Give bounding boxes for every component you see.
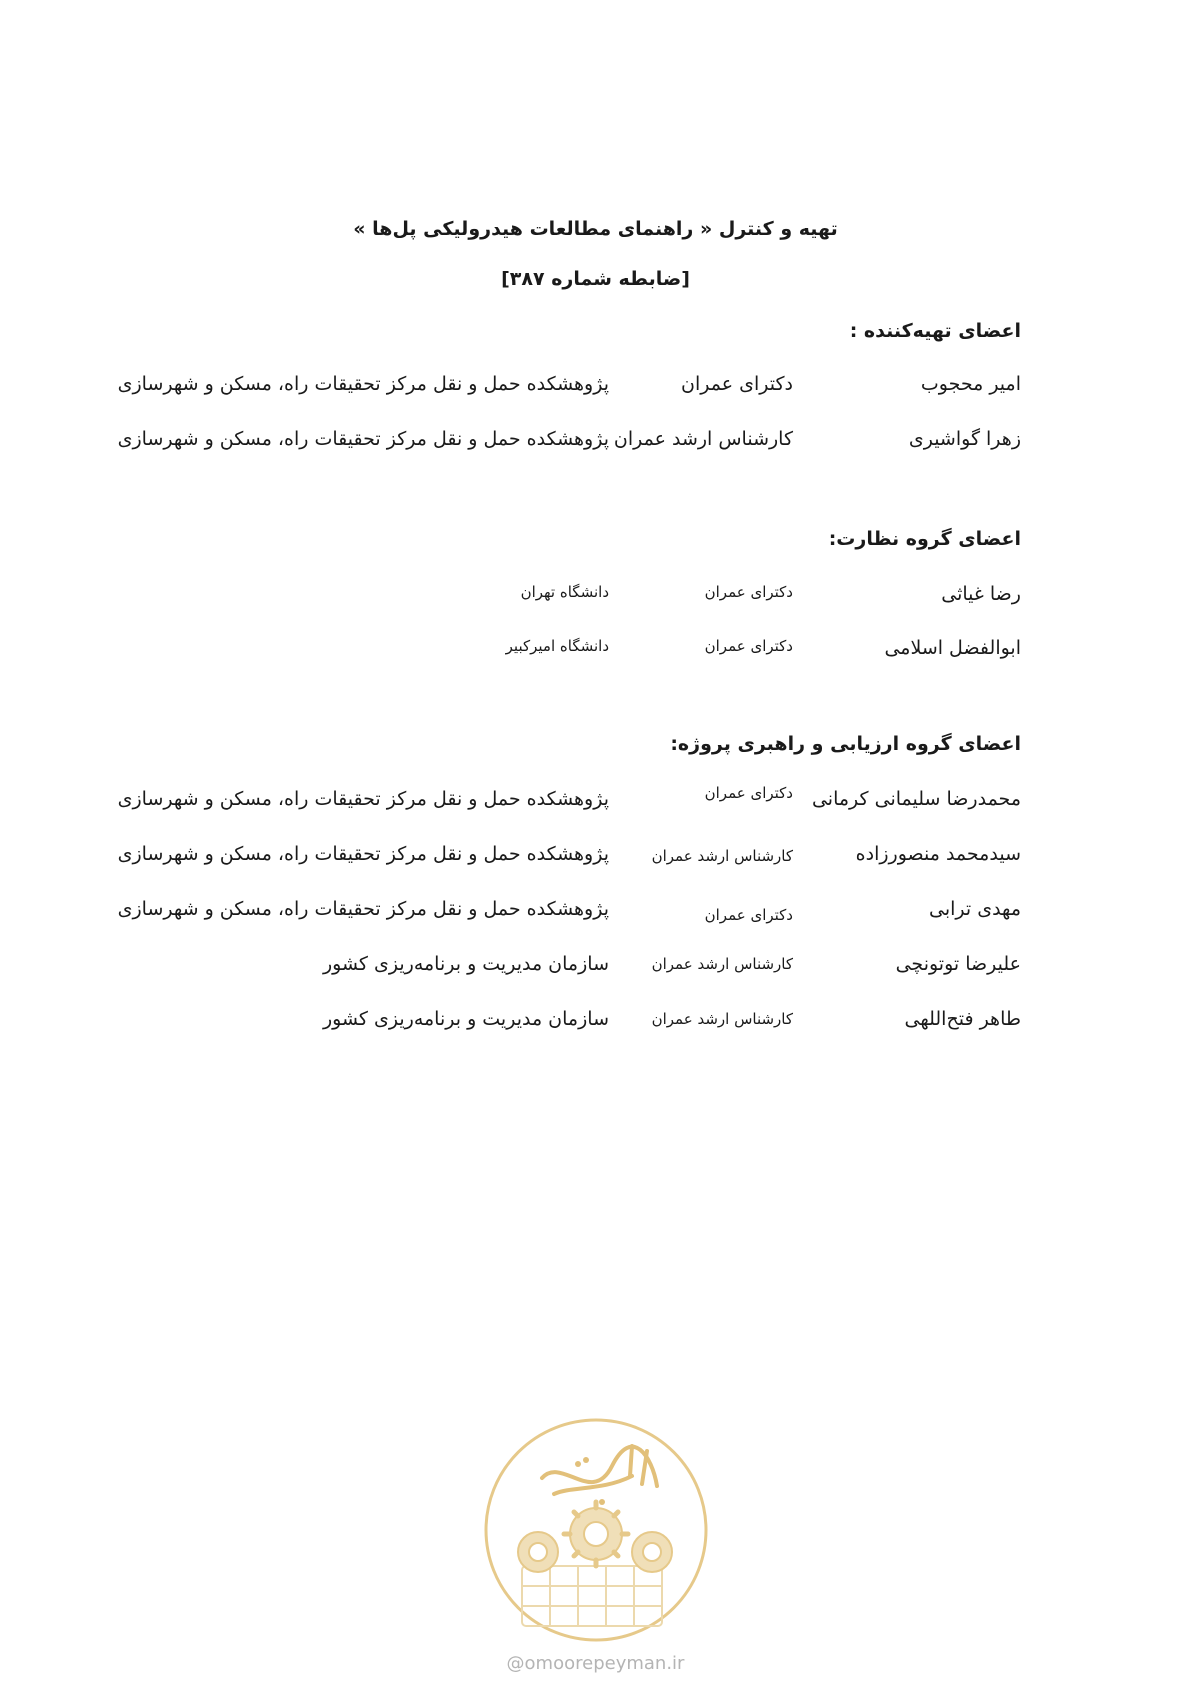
member-degree: کارشناس ارشد عمران bbox=[651, 1010, 793, 1028]
watermark bbox=[0, 1653, 1191, 1674]
member-organization: پژوهشکده حمل و نقل مرکز تحقیقات راه، مسکن و شهرسازی bbox=[117, 373, 609, 395]
member-name: علیرضا توتونچی bbox=[895, 953, 1021, 975]
member-row bbox=[0, 898, 1191, 932]
member-row bbox=[0, 1008, 1191, 1042]
member-name: رضا غیاثی bbox=[941, 583, 1021, 605]
document-subtitle: [ضابطه شماره ۳۸۷] bbox=[501, 268, 690, 290]
section-supervision-heading: اعضای گروه نظارت: bbox=[828, 528, 1021, 550]
member-row bbox=[0, 953, 1191, 987]
member-name: امیر محجوب bbox=[920, 373, 1021, 395]
member-name: زهرا گواشیری bbox=[908, 428, 1021, 450]
member-organization: سازمان مدیریت و برنامه‌ریزی کشور bbox=[322, 1008, 609, 1030]
document-title: تهیه و کنترل « راهنمای مطالعات هیدرولیکی پل‌ها » bbox=[353, 218, 838, 240]
member-name: محمدرضا سلیمانی کرمانی bbox=[811, 788, 1021, 810]
member-row bbox=[0, 784, 1191, 822]
member-row bbox=[0, 373, 1191, 407]
member-row bbox=[0, 843, 1191, 877]
member-degree: کارشناس ارشد عمران bbox=[651, 847, 793, 865]
watermark-text: omoorepeyman.ir bbox=[524, 1653, 685, 1674]
member-degree: دکترای عمران bbox=[704, 637, 793, 655]
member-name: مهدی ترابی bbox=[929, 898, 1021, 920]
member-degree: کارشناس ارشد عمران bbox=[613, 428, 793, 450]
member-degree: دکترای عمران bbox=[681, 373, 793, 395]
member-organization: دانشگاه امیرکبیر bbox=[505, 637, 609, 655]
member-name: طاهر فتح‌اللهی bbox=[904, 1008, 1021, 1030]
member-organization: پژوهشکده حمل و نقل مرکز تحقیقات راه، مسکن و شهرسازی bbox=[117, 788, 609, 810]
member-degree: دکترای عمران bbox=[704, 583, 793, 601]
member-name: سیدمحمد منصورزاده bbox=[855, 843, 1021, 865]
member-organization: دانشگاه تهران bbox=[520, 583, 609, 601]
section-preparers-heading: اعضای تهیه‌کننده : bbox=[849, 320, 1021, 342]
member-row bbox=[0, 583, 1191, 617]
member-row bbox=[0, 637, 1191, 671]
section-evaluation-heading: اعضای گروه ارزیابی و راهبری پروژه: bbox=[670, 733, 1021, 755]
member-degree: دکترای عمران bbox=[704, 906, 793, 924]
member-organization: پژوهشکده حمل و نقل مرکز تحقیقات راه، مسکن و شهرسازی bbox=[117, 428, 609, 450]
member-degree: کارشناس ارشد عمران bbox=[651, 955, 793, 973]
member-organization: سازمان مدیریت و برنامه‌ریزی کشور bbox=[322, 953, 609, 975]
member-organization: پژوهشکده حمل و نقل مرکز تحقیقات راه، مسکن و شهرسازی bbox=[117, 898, 609, 920]
member-degree: دکترای عمران bbox=[704, 784, 793, 802]
seal-logo-icon bbox=[482, 1416, 710, 1644]
member-organization: پژوهشکده حمل و نقل مرکز تحقیقات راه، مسکن و شهرسازی bbox=[117, 843, 609, 865]
member-name: ابوالفضل اسلامی bbox=[884, 637, 1021, 659]
member-row bbox=[0, 428, 1191, 462]
at-sign-icon: @ bbox=[506, 1653, 525, 1674]
